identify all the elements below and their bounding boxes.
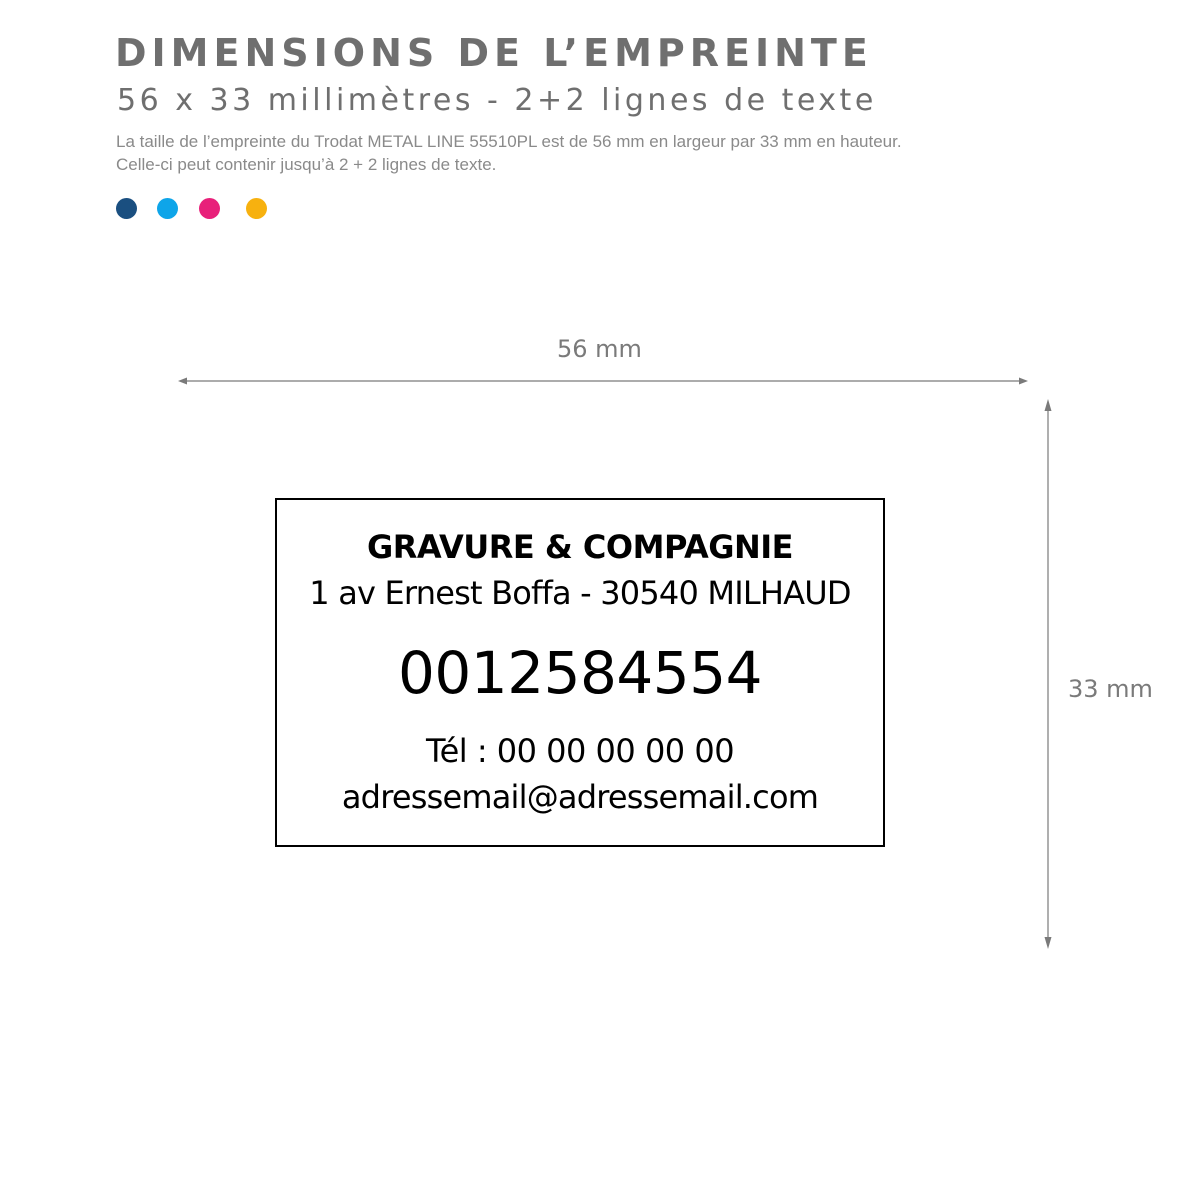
stamp-address: 1 av Ernest Boffa - 30540 MILHAUD: [309, 574, 851, 612]
height-arrow: [1045, 399, 1052, 949]
page-subtitle: 56 x 33 millimètres - 2+2 lignes de texte: [117, 83, 877, 118]
stamp-number: 0012584554: [397, 639, 762, 707]
description-line-2: Celle-ci peut contenir jusqu’à 2 + 2 lignes de texte.: [116, 155, 497, 174]
width-arrow: [178, 378, 1028, 385]
page-title: DIMENSIONS DE L’EMPREINTE: [115, 31, 873, 75]
stamp-impression: [275, 498, 885, 847]
height-dimension-label: 33 mm: [1068, 675, 1153, 703]
width-dimension-label: 56 mm: [557, 335, 642, 363]
stamp-company-name: GRAVURE & COMPAGNIE: [366, 528, 794, 566]
stamp-email: adressemail@adressemail.com: [341, 778, 819, 816]
description-line-1: La taille de l’empreinte du Trodat METAL LINE 55510PL est de 56 mm en largeur par 33 mm en hauteur.: [116, 132, 902, 151]
stamp-phone: Tél : 00 00 00 00 00: [425, 732, 735, 770]
